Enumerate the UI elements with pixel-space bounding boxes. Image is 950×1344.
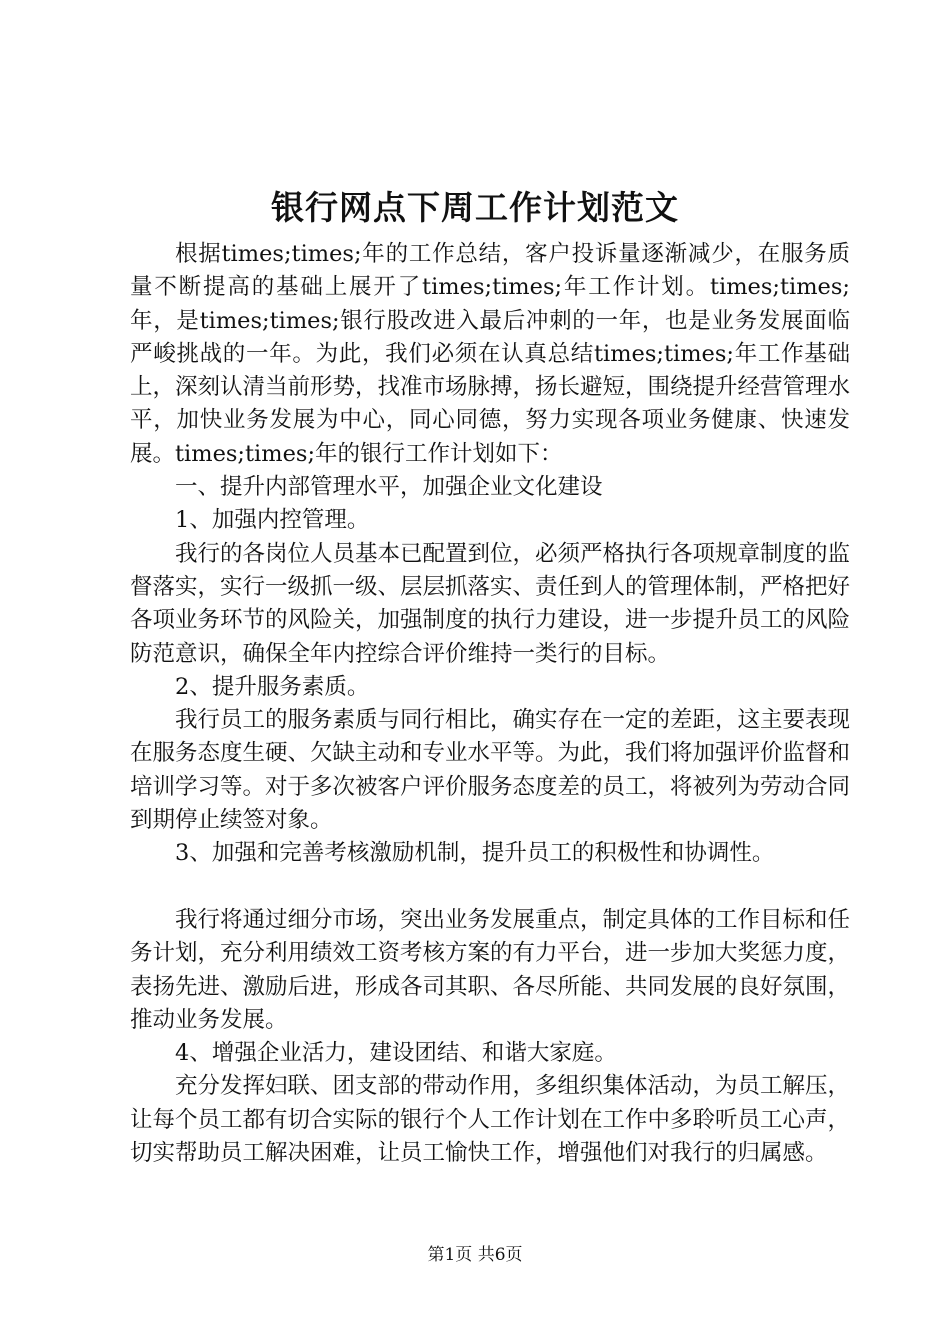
subheading-1: 1、加强内控管理。: [175, 507, 370, 534]
subheading-2: 2、提升服务素质。: [175, 673, 370, 700]
paragraph-intro: 根据times;times;年的工作总结，客户投诉量逐渐减少，在服务质量不断提高的基础上展开了times;times;年工作计划。times;times;年，是times;times;银行股改进入最后冲刺的一年，也是业务发展面临严峻挑战的一年。为此，我们必须在认真总结times;times;年工作基础上，深刻认清当前形势，找准市场脉搏，扬长避短，围绕提升经营管理水平，加快业务发展为中心，同心同德，努力实现各项业务健康、快速发展。times;times;年的银行工作计划如下：: [130, 241, 851, 467]
subheading-3: 3、加强和完善考核激励机制，提升员工的积极性和协调性。: [175, 840, 775, 867]
paragraph-incentive: 我行将通过细分市场，突出业务发展重点，制定具体的工作目标和任务计划，充分利用绩效工资考核方案的有力平台，进一步加大奖惩力度，表扬先进、激励后进，形成各司其职、各尽所能、共同发展的良好氛围，推动业务发展。: [130, 906, 851, 1033]
section-heading-1: 一、提升内部管理水平，加强企业文化建设: [175, 474, 603, 501]
subheading-4: 4、增强企业活力，建设团结、和谐大家庭。: [175, 1040, 617, 1067]
document-title: 银行网点下周工作计划范文: [271, 188, 679, 227]
paragraph-spacer: [130, 871, 850, 904]
paragraph-internal-control: 我行的各岗位人员基本已配置到位，必须严格执行各项规章制度的监督落实，实行一级抓一级、层层抓落实、责任到人的管理体制，严格把好各项业务环节的风险关，加强制度的执行力建设，进一步提升员工的风险防范意识，确保全年内控综合评价维持一类行的目标。: [130, 540, 851, 667]
document-body: [130, 238, 850, 1170]
paragraph-service-quality: 我行员工的服务素质与同行相比，确实存在一定的差距，这主要表现在服务态度生硬、欠缺主动和专业水平等。为此，我们将加强评价监督和培训学习等。对于多次被客户评价服务态度差的员工，将被列为劳动合同到期停止续签对象。: [130, 707, 851, 834]
page-footer: 第1页 共6页: [427, 1245, 523, 1265]
paragraph-team-building: 充分发挥妇联、团支部的带动作用，多组织集体活动，为员工解压，让每个员工都有切合实际的银行个人工作计划在工作中多聆听员工心声，切实帮助员工解决困难，让员工愉快工作，增强他们对我行的归属感。: [130, 1073, 851, 1167]
